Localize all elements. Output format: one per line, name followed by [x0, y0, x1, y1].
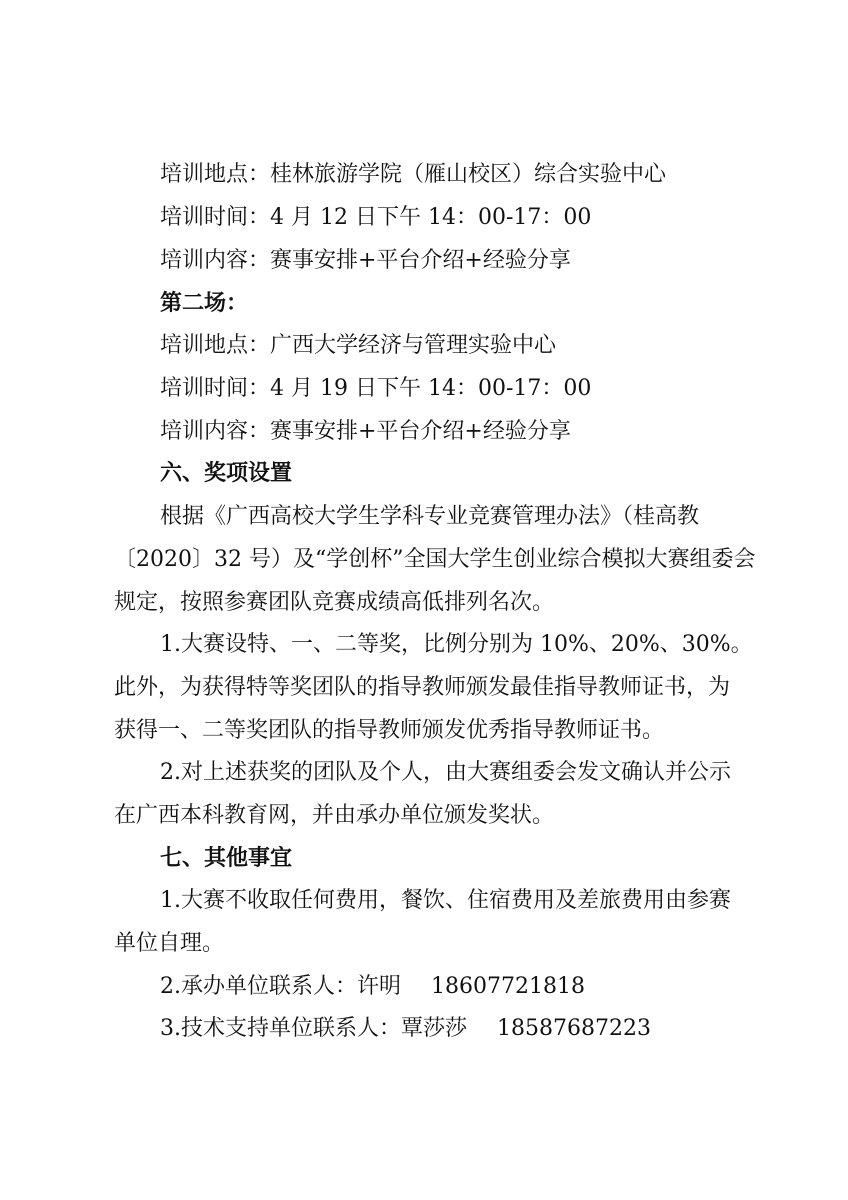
- awards-item1-line3: 获得一、二等奖团队的指导教师颁发优秀指导教师证书。: [114, 718, 665, 743]
- awards-item2-line2: 在广西本科教育网，并由承办单位颁发奖状。: [114, 803, 555, 828]
- session1-location: 培训地点：桂林旅游学院（雁山校区）综合实验中心: [160, 162, 667, 187]
- awards-para1-line1: 根据《广西高校大学生学科专业竞赛管理办法》（桂高教: [160, 504, 700, 529]
- session2-content: 培训内容：赛事安排+平台介绍+经验分享: [160, 419, 571, 444]
- session2-location: 培训地点：广西大学经济与管理实验中心: [160, 333, 557, 358]
- awards-item1-line2: 此外，为获得特等奖团队的指导教师颁发最佳指导教师证书，为: [114, 675, 731, 700]
- other-item2: [0, 972, 848, 1002]
- awards-para1-line2: 〔2020〕32 号）及“学创杯”全国大学生创业综合模拟大赛组委会: [114, 547, 756, 572]
- other-item3: [0, 1014, 848, 1044]
- awards-heading: 六、奖项设置: [160, 461, 293, 486]
- session2-time: 培训时间：4 月 19 日下午 14：00-17：00: [160, 376, 592, 401]
- contact-person-label: 2.承办单位联系人：许明: [160, 974, 401, 999]
- session1-content: 培训内容：赛事安排+平台介绍+经验分享: [160, 248, 571, 273]
- awards-item1-line1: 1.大赛设特、一、二等奖，比例分别为 10%、20%、30%。: [160, 632, 753, 657]
- session1-time: 培训时间：4 月 12 日下午 14：00-17：00: [160, 205, 592, 230]
- tech-contact-label: 3.技术支持单位联系人：覃莎莎: [160, 1016, 467, 1041]
- awards-para1-line3: 规定，按照参赛团队竞赛成绩高低排列名次。: [114, 590, 555, 615]
- session2-heading: 第二场：: [160, 291, 249, 316]
- awards-item2-line1: 2.对上述获奖的团队及个人，由大赛组委会发文确认并公示: [160, 760, 731, 785]
- other-heading: 七、其他事宜: [160, 846, 293, 871]
- tech-contact-phone: 18587687223: [497, 1016, 651, 1041]
- other-item1-line2: 单位自理。: [114, 931, 225, 956]
- other-item1-line1: 1.大赛不收取任何费用，餐饮、住宿费用及差旅费用由参赛: [160, 888, 731, 913]
- contact-phone: 18607721818: [431, 974, 585, 999]
